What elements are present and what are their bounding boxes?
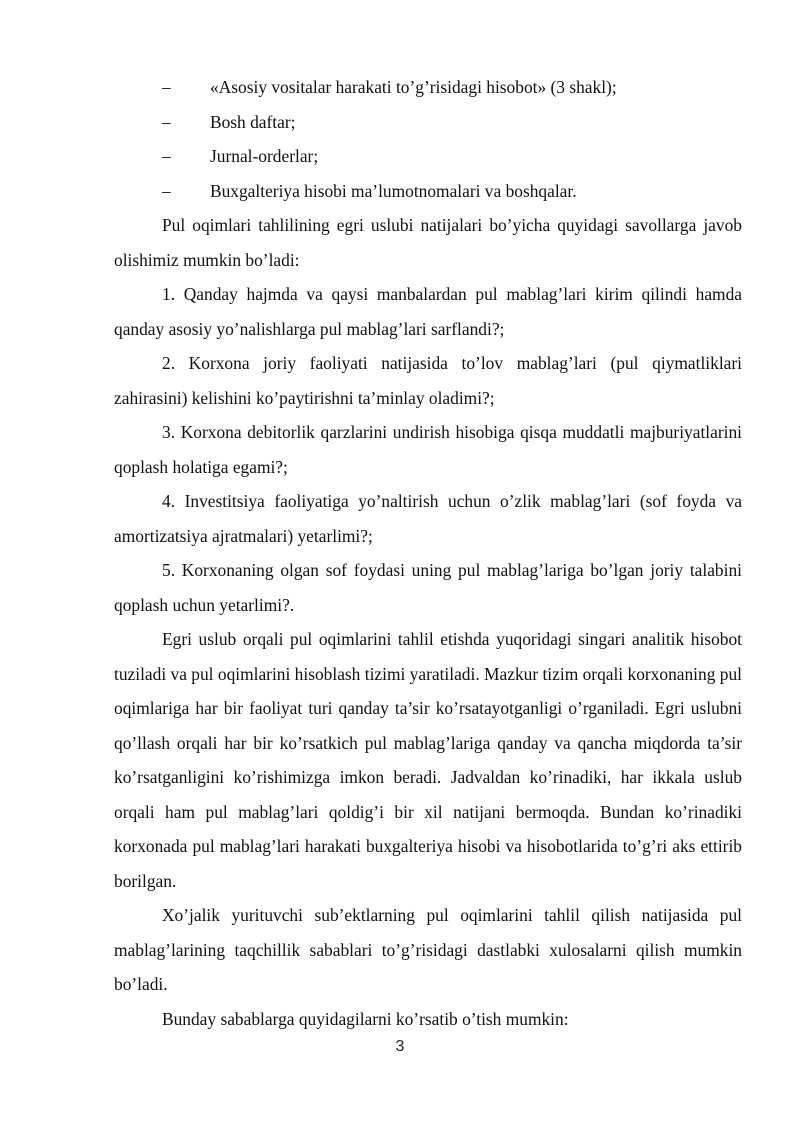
question-3: 3. Korxona debitorlik qarzlarini undirish hisobiga qisqa muddatli majburiyatlarini qoplash holatiga egami?; bbox=[114, 422, 742, 477]
dash-bullet: – bbox=[162, 111, 171, 132]
dash-bullet: – bbox=[162, 180, 171, 201]
document-page bbox=[114, 70, 742, 1036]
question-5: 5. Korxonaning olgan sof foydasi uning pul mablag’lariga bo’lgan joriy talabini qoplash uchun yetarlimi?. bbox=[114, 560, 742, 615]
paragraph-intro: Pul oqimlari tahlilining egri uslubi natijalari bo’yicha quyidagi savollarga javob olishimiz mumkin bo’ladi: bbox=[114, 215, 742, 270]
paragraph-reasons: Bunday sabablarga quyidagilarni ko’rsatib o’tish mumkin: bbox=[162, 1008, 569, 1029]
question-1: 1. Qanday hajmda va qaysi manbalardan pul mablag’lari kirim qilindi hamda qanday asosiy yo’nalishlarga pul mablag’lari sarflandi?; bbox=[114, 284, 742, 339]
list-item bbox=[114, 70, 742, 105]
list-item bbox=[114, 174, 742, 209]
dash-bullet: – bbox=[162, 146, 171, 166]
question-4: 4. Investitsiya faoliyatiga yo’naltirish uchun o’zlik mablag’lari (sof foyda va amortizatsiya ajratmalari) yetarlimi?; bbox=[114, 491, 742, 546]
list-item bbox=[114, 139, 742, 174]
question-2: 2. Korxona joriy faoliyati natijasida to’lov mablag’lari (pul qiymatliklari zahirasini) kelishini ko’paytirishni ta’minlay oladimi?; bbox=[114, 353, 742, 408]
dash-bullet: – bbox=[162, 77, 171, 97]
list-item bbox=[114, 105, 742, 140]
paragraph-analysis: Egri uslub orqali pul oqimlarini tahlil etishda yuqoridagi singari analitik hisobot tuziladi va pul oqimlarini hisoblash tizimi yaratiladi. Mazkur tizim orqali korxonaning pul oqimlariga har bir faoliyat turi qanday ta’sir ko’rsatayotganligi o’rganiladi. Egri uslubni qo’llash orqali har bir ko’rsatkich pul mablag’lariga qanday va qancha miqdorda ta’sir ko’rsatganligini ko’rishimizga imkon beradi. Jadvaldan ko’rinadiki, har ikkala uslub orqali ham pul mablag’lari qoldig’i bir xil natijani bermoqda. Bundan ko’rinadiki korxonada pul mablag’lari harakati buxgalteriya hisobi va hisobotlarida to’g’ri aks ettirib borilgan. bbox=[114, 629, 742, 891]
list-item-text: Bosh daftar; bbox=[210, 111, 296, 132]
list-item-text: Buxgalteriya hisobi ma’lumotnomalari va boshqalar. bbox=[210, 180, 577, 201]
list-item-text: Jurnal-orderlar; bbox=[210, 146, 319, 166]
list-item-text: «Asosiy vositalar harakati to’g’risidagi hisobot» (3 shakl); bbox=[210, 77, 617, 97]
page-number: 3 bbox=[395, 1038, 405, 1055]
paragraph-conclusion: Xo’jalik yurituvchi sub’ektlarning pul oqimlarini tahlil qilish natijasida pul mablag’larining taqchillik sabablari to’g’risidagi dastlabki xulosalarni qilish mumkin bo’ladi. bbox=[114, 905, 742, 994]
